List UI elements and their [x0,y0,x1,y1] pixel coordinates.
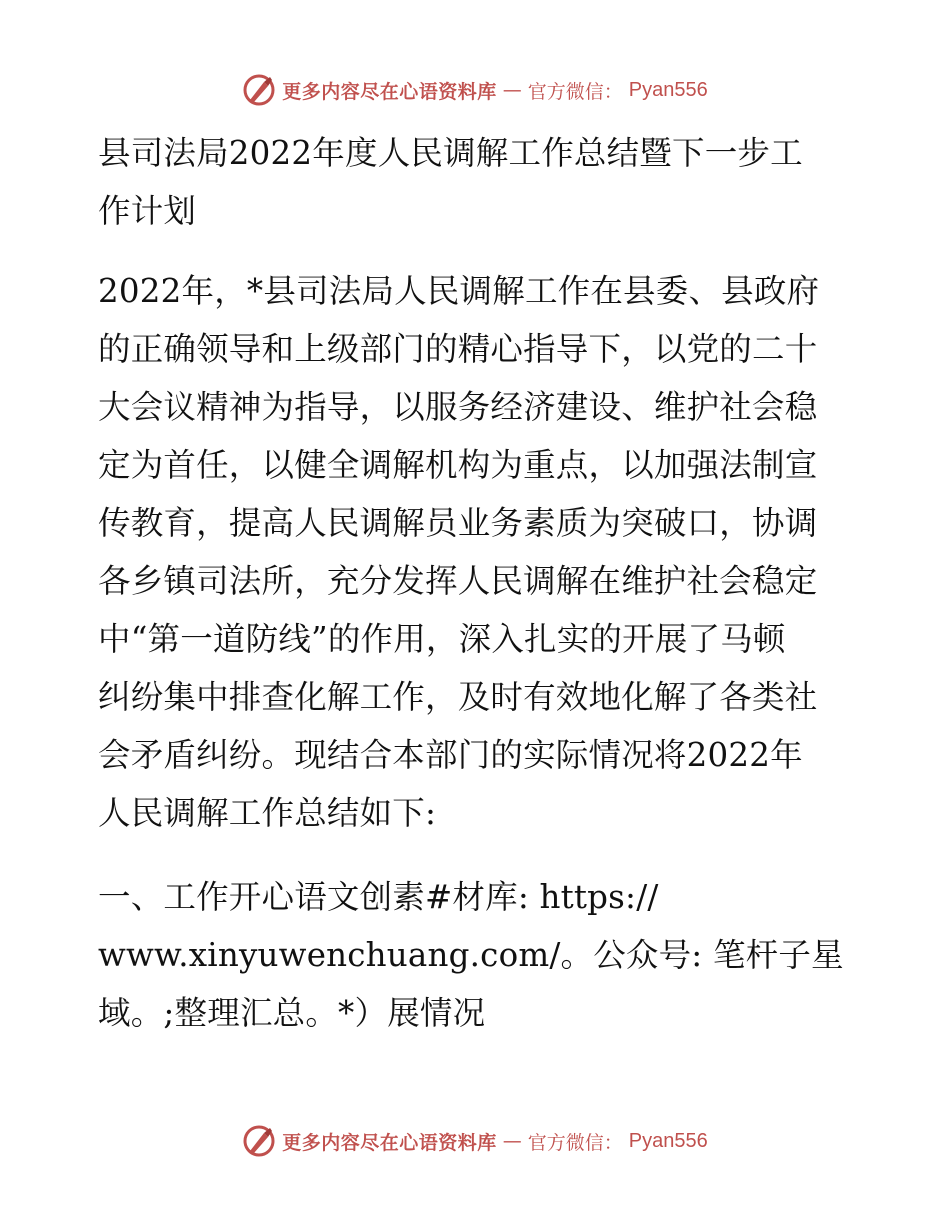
paragraph-line: 会矛盾纠纷。现结合本部门的实际情况将2022年 [98,736,803,774]
title-line: 县司法局2022年度人民调解工作总结暨下一步工 [98,134,803,172]
intro-paragraph [98,262,850,842]
section-line: www.xinyuwenchuang.com/。公众号: 笔杆子星 [98,936,844,974]
paragraph-line: 大会议精神为指导，以服务经济建设、维护社会稳 [98,388,818,426]
section-line: 域。;整理汇总。*）展情况 [98,994,486,1032]
paragraph-line: 各乡镇司法所，充分发挥人民调解在维护社会稳定 [98,562,818,600]
paragraph-line: 纠纷集中排查化解工作，及时有效地化解了各类社 [98,678,818,716]
paragraph-line: 定为首任，以健全调解机构为重点，以加强法制宣 [98,446,818,484]
watermark-text: 更多内容尽在心语资料库 [282,80,497,103]
footer-watermark [0,1121,950,1161]
watermark-wechat-label: 官方微信： [527,80,623,103]
watermark-wechat-label: 官方微信： [527,1131,623,1154]
section-line: 一、工作开心语文创素#材库: https:// [98,878,659,916]
document-title [98,124,850,240]
watermark-text: 更多内容尽在心语资料库 [282,1131,497,1154]
quill-logo-icon [242,1124,276,1158]
header-watermark [0,70,950,110]
watermark-dash: — [502,1130,522,1152]
watermark-wechat-id: Pyan556 [628,1129,708,1152]
quill-logo-icon [242,73,276,107]
paragraph-line: 传教育，提高人民调解员业务素质为突破口，协调 [98,504,818,542]
section-heading [98,868,850,1042]
document-body [98,124,850,1042]
watermark-dash: — [502,79,522,101]
paragraph-line: 中“第一道防线”的作用，深入扎实的开展了马顿 [98,620,786,658]
paragraph-line: 人民调解工作总结如下: [98,794,437,832]
title-line: 作计划 [98,192,197,230]
paragraph-line: 的正确领导和上级部门的精心指导下，以党的二十 [98,330,818,368]
watermark-wechat-id: Pyan556 [628,78,708,101]
paragraph-line: 2022年，*县司法局人民调解工作在县委、县政府 [98,272,820,310]
